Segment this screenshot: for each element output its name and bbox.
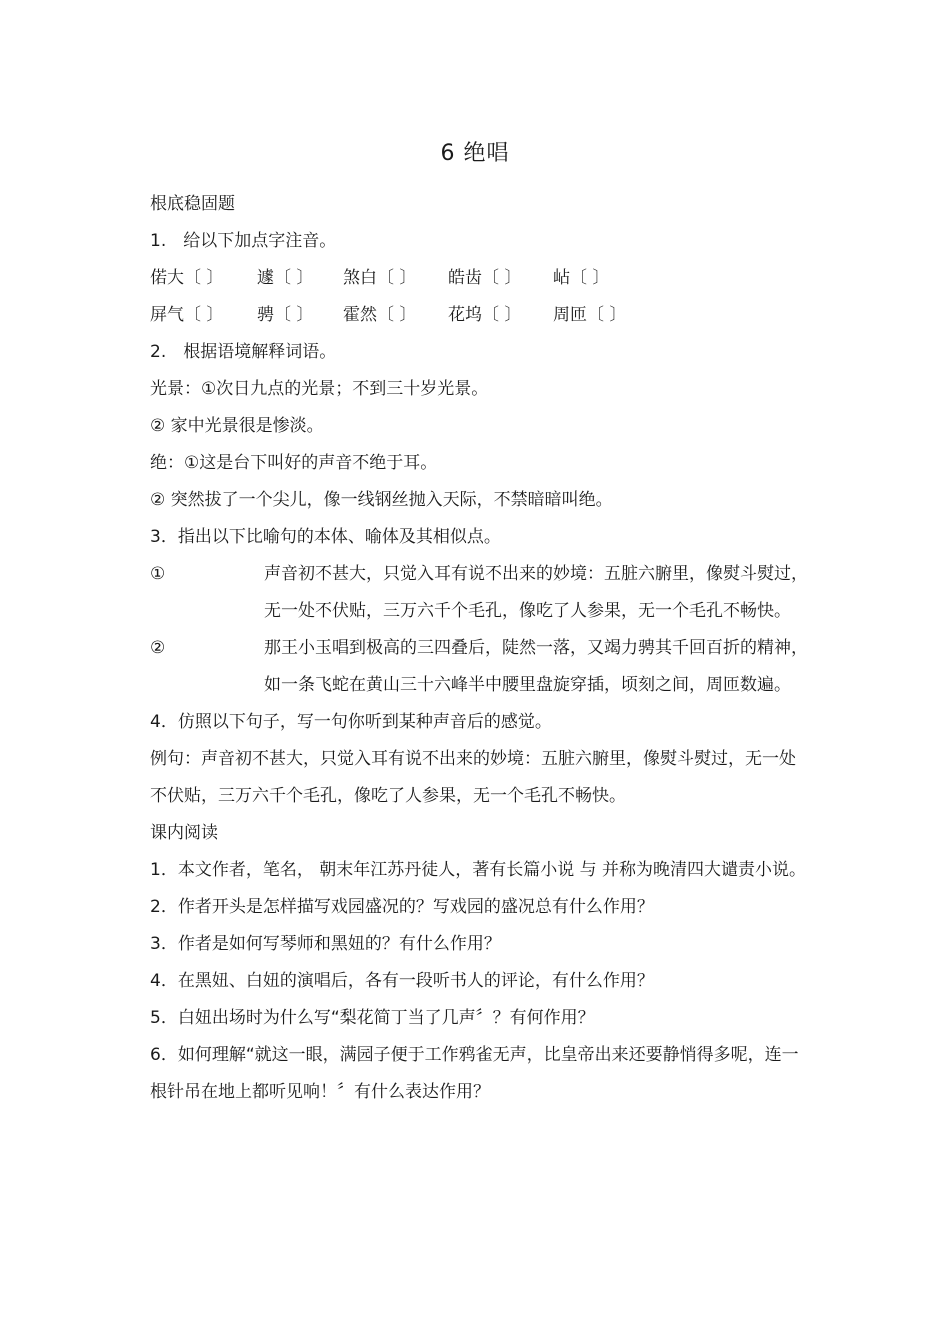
- item-marker: ①: [150, 564, 166, 584]
- page-title: 6 绝唱: [440, 141, 510, 166]
- word-jue-2: ② 突然拔了一个尖儿，像一线钢丝抛入天际，不禁暗暗叫绝。: [150, 490, 613, 510]
- pinyin-item: 屏气〔 〕: [150, 305, 224, 325]
- pinyin-item: 遽〔 〕: [257, 268, 314, 288]
- item-marker: ②: [150, 638, 166, 658]
- metaphor-item-2: [150, 630, 810, 704]
- pinyin-item: 煞白〔 〕: [343, 268, 417, 288]
- pinyin-item: 岾〔 〕: [553, 268, 610, 288]
- question-3-label: 3．指出以下比喻句的本体、喻体及其相似点。: [150, 527, 501, 547]
- item-text: 那王小玉唱到极高的三四叠后，陡然一落，又竭力骋其千回百折的精神，如一条飞蛇在黄山三十六峰半中腰里盘旋穿插，顷刻之间，周匝数遍。: [264, 638, 808, 695]
- section-heading-reading: 课内阅读: [150, 823, 218, 843]
- word-guangjing-2: ② 家中光景很是惨淡。: [150, 416, 324, 436]
- pinyin-item: 偌大〔 〕: [150, 268, 224, 288]
- pinyin-row-1: [150, 260, 810, 297]
- word-guangjing-1: 光景：①次日九点的光景；不到三十岁光景。: [150, 379, 489, 399]
- reading-question: 3．作者是如何写琴师和黑妞的？有什么作用？: [150, 934, 501, 954]
- pinyin-item: 周匝〔 〕: [553, 305, 627, 325]
- pinyin-item: 皓齿〔 〕: [448, 268, 522, 288]
- question-4-label: 4．仿照以下句子，写一句你听到某种声音后的感觉。: [150, 712, 552, 732]
- pinyin-row-2: [150, 297, 810, 334]
- reading-question: 6．如何理解“就这一眼，满园子便于工作鸦雀无声，比皇帝出来还要静悄得多呢，连一根针吊在地上都听见响！〞有什么表达作用？: [150, 1045, 799, 1102]
- section-heading-basics: 根底稳固题: [150, 194, 235, 214]
- example-sentence: 例句：声音初不甚大，只觉入耳有说不出来的妙境：五脏六腑里，像熨斗熨过，无一处不伏贴，三万六千个毛孔，像吃了人参果，无一个毛孔不畅快。: [150, 749, 796, 806]
- pinyin-item: 花坞〔 〕: [448, 305, 522, 325]
- question-2-label: 2. 根据语境解释词语。: [150, 342, 337, 362]
- reading-question: 2．作者开头是怎样描写戏园盛况的？写戏园的盛况总有什么作用？: [150, 897, 654, 917]
- reading-question: 5．白妞出场时为什么写“梨花简丁当了几声〞？有何作用？: [150, 1008, 595, 1028]
- pinyin-item: 霍然〔 〕: [343, 305, 417, 325]
- document-body: [150, 186, 810, 1111]
- item-text: 声音初不甚大，只觉入耳有说不出来的妙境：五脏六腑里，像熨斗熨过，无一处不伏贴，三万六千个毛孔，像吃了人参果，无一个毛孔不畅快。: [264, 564, 808, 621]
- pinyin-item: 骋〔 〕: [257, 305, 314, 325]
- metaphor-item-1: [150, 556, 810, 630]
- word-jue-1: 绝：①这是台下叫好的声音不绝于耳。: [150, 453, 438, 473]
- reading-question: 4．在黑妞、白妞的演唱后，各有一段听书人的评论，有什么作用？: [150, 971, 654, 991]
- reading-question: 1．本文作者，笔名， 朝末年江苏丹徒人，著有长篇小说 与 并称为晚清四大谴责小说。: [150, 860, 807, 880]
- question-1-label: 1. 给以下加点字注音。: [150, 231, 337, 251]
